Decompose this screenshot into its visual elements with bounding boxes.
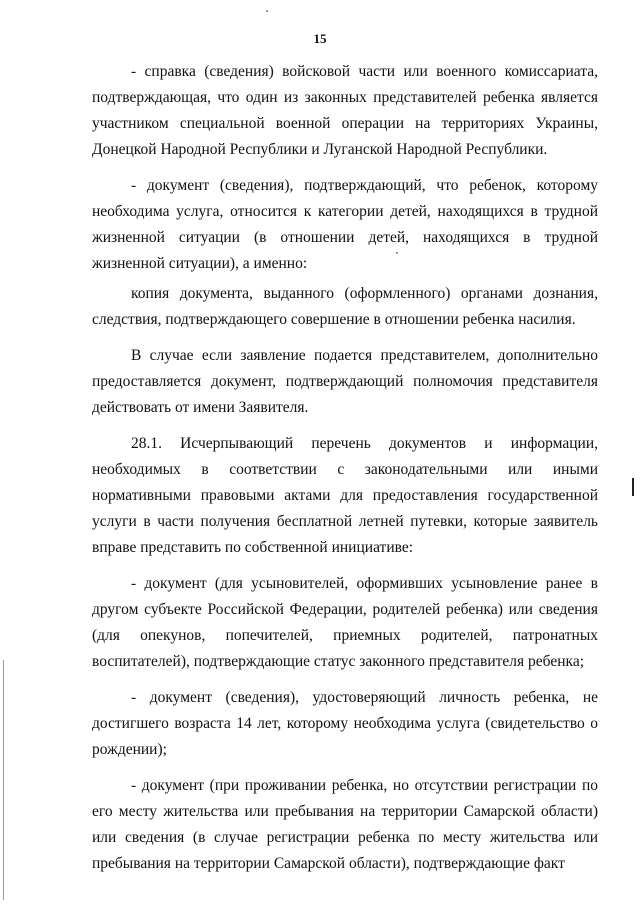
paragraph-child-identity: - документ (сведения), удостоверяющий личность ребенка, не достигшего возраста 14 лет, которому необходима услуга (свидетельство о рождении);: [92, 689, 598, 758]
paragraph-violence-document-copy: копия документа, выданного (оформленного) органами дознания, следствия, подтверждающего совершение в отношении ребенка насилия.: [92, 285, 598, 328]
paragraph-legal-representative-status: - документ (для усыновителей, оформивших усыновление ранее в другом субъекте Российской Федерации, родителей ребенка) или сведения (для опекунов, попечителей, приемных родителей, патронатных воспитателей), подтверждающие статус законного представителя ребенка;: [92, 575, 598, 670]
scan-speck: [396, 252, 398, 254]
scan-edge-line: [3, 660, 4, 900]
document-body: [92, 59, 598, 887]
paragraph-military-certificate: - справка (сведения) войсковой части или военного комиссариата, подтверждающая, что один из законных представителей ребенка является участником специальной военной операции на территориях Украины, Донецкой Народной Республики и Луганской Народной Республики.: [92, 63, 598, 158]
paragraph-difficult-situation: - документ (сведения), подтверждающий, что ребенок, которому необходима услуга, относится к категории детей, находящихся в трудной жизненной ситуации (в отношении детей, находящихся в трудной жизненной ситуации), а именно:: [92, 177, 598, 272]
paragraph-representative: В случае если заявление подается представителем, дополнительно предоставляется документ, подтверждающий полномочия представителя действовать от имени Заявителя.: [92, 347, 598, 416]
paragraph-residence-registration: - документ (при проживании ребенка, но отсутствии регистрации по его месту жительства или пребывания на территории Самарской области) или сведения (в случае регистрации ребенка по месту жительства или пребывания на территории Самарской области), подтверждающие факт: [92, 777, 598, 872]
scan-speck: [266, 10, 268, 12]
scan-edge-mark: [632, 478, 634, 496]
page-number: 15: [313, 31, 327, 46]
paragraph-28-1-list: 28.1. Исчерпывающий перечень документов и информации, необходимых в соответствии с законодательными или иными нормативными правовыми актами для предоставления государственной услуги в части получения бесплатной летней путевки, которые заявитель вправе представить по собственной инициативе:: [92, 435, 598, 556]
